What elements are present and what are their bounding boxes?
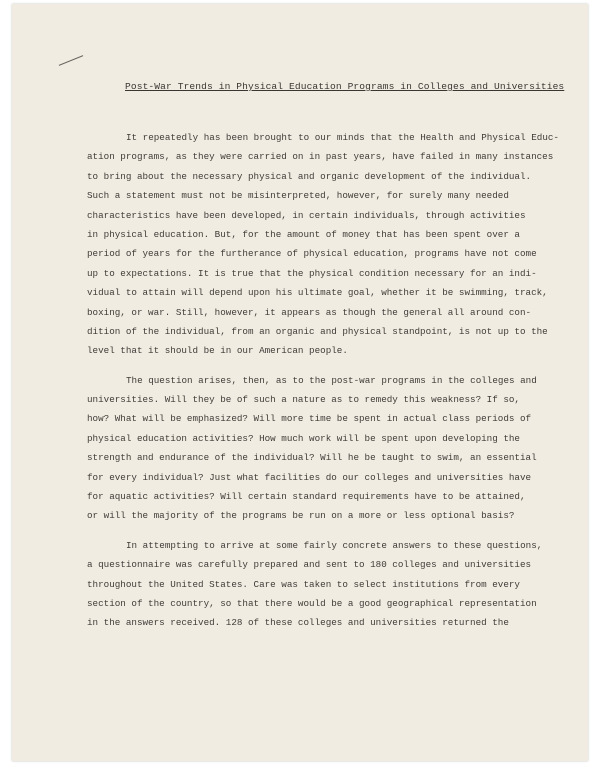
text-line: In attempting to arrive at some fairly concrete answers to these questions, <box>126 539 543 551</box>
text-line: up to expectations. It is true that the physical condition necessary for an indi- <box>87 267 537 279</box>
text-line: or will the majority of the programs be run on a more or less optional basis? <box>87 510 515 522</box>
text-line: to bring about the necessary physical and organic development of the individual. <box>87 170 532 182</box>
text-line: It repeatedly has been brought to our minds that the Health and Physical Educ- <box>126 132 559 143</box>
text-line: ation programs, as they were carried on in past years, have failed in many instances <box>87 151 554 163</box>
typed-page <box>12 4 588 761</box>
text-line: in physical education. But, for the amount of money that has been spent over a <box>87 228 520 240</box>
text-line: throughout the United States. Care was taken to select institutions from every <box>87 578 520 590</box>
text-line: The question arises, then, as to the post-war programs in the colleges and <box>126 374 537 386</box>
pen-mark <box>59 55 83 66</box>
text-line: in the answers received. 128 of these colleges and universities returned the <box>87 617 509 629</box>
text-line: period of years for the furtherance of physical education, programs have not come <box>87 248 537 260</box>
paragraph-2 <box>87 371 558 526</box>
text-line: vidual to attain will depend upon his ultimate goal, whether it be swimming, track, <box>87 287 548 299</box>
paragraph-1 <box>87 128 559 361</box>
document-body <box>87 128 559 633</box>
text-line: for every individual? Just what facilities do our colleges and universities have <box>87 471 532 483</box>
text-line: level that it should be in our American people. <box>87 345 348 357</box>
text-line: section of the country, so that there would be a good geographical representation <box>87 597 537 609</box>
text-line: boxing, or war. Still, however, it appears as though the general all around con- <box>87 306 532 318</box>
text-line: Such a statement must not be misinterpreted, however, for surely many needed <box>87 190 509 202</box>
text-line: dition of the individual, from an organic and physical standpoint, is not up to the <box>87 325 548 337</box>
document-title: Post-War Trends in Physical Education Programs in Colleges and Universities <box>125 81 565 92</box>
text-line: a questionnaire was carefully prepared and sent to 180 colleges and universities <box>87 559 532 571</box>
text-line: for aquatic activities? Will certain standard requirements have to be attained, <box>87 491 526 503</box>
text-line: strength and endurance of the individual? Will he be taught to swim, an essential <box>87 452 537 464</box>
text-line: universities. Will they be of such a nature as to remedy this weakness? If so, <box>87 394 520 406</box>
text-line: physical education activities? How much work will be spent upon developing the <box>87 432 520 444</box>
paragraph-3 <box>87 536 558 633</box>
text-line: characteristics have been developed, in certain individuals, through activities <box>87 209 526 221</box>
text-line: how? What will be emphasized? Will more time be spent in actual class periods of <box>87 413 532 425</box>
